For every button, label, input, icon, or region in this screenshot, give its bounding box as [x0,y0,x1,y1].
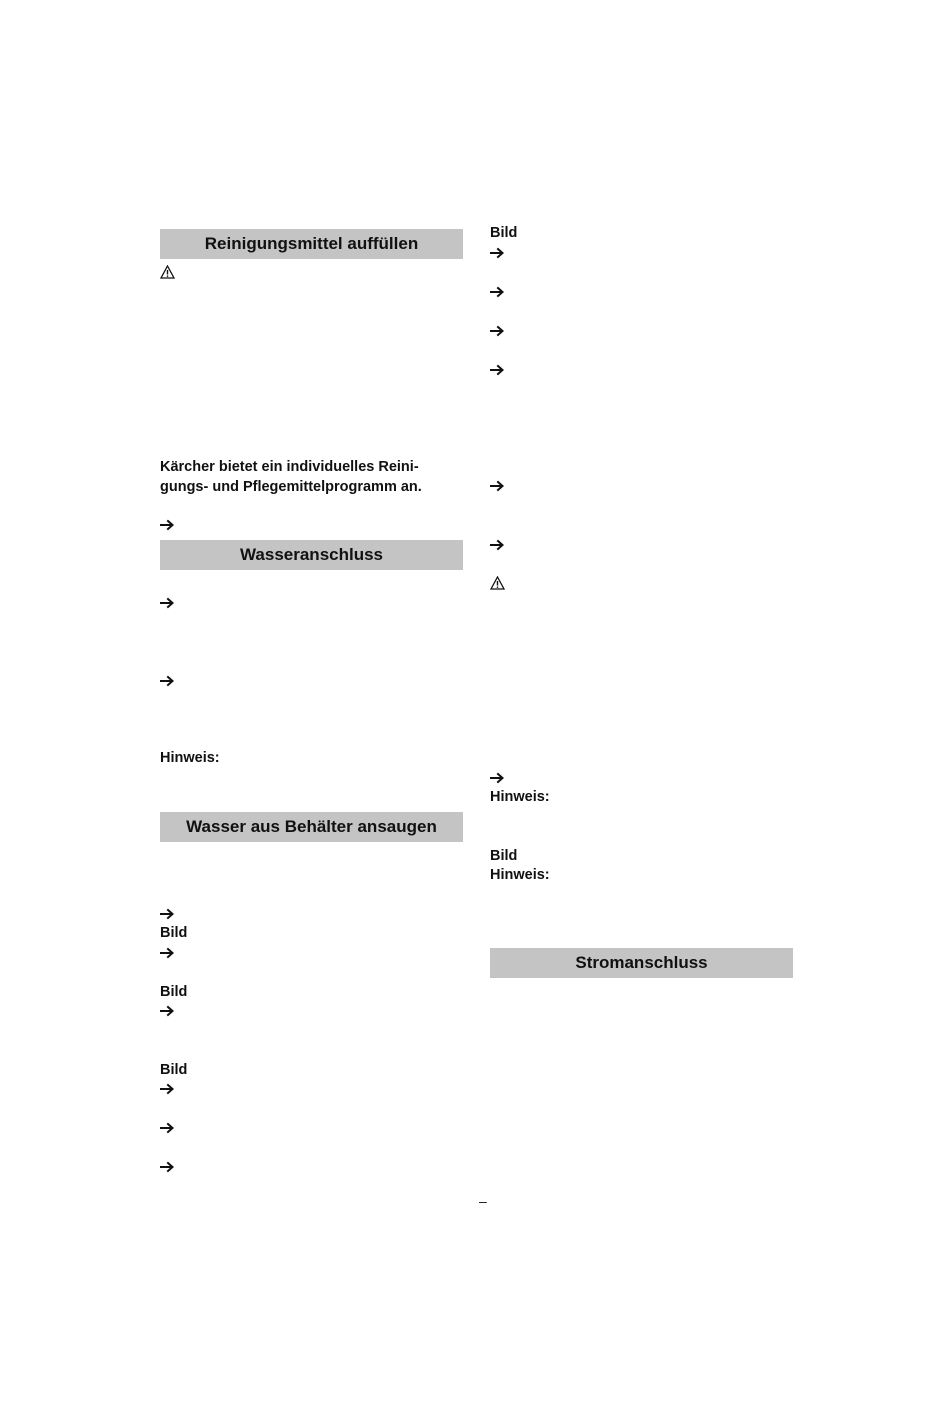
arrow-right-icon [490,285,505,299]
figure-label: Bild [160,925,188,941]
note-label: Hinweis: [490,789,550,805]
intro-line-1: Kärcher bietet ein individuelles Reini- [160,459,419,475]
arrow-right-icon [490,479,505,493]
arrow-right-icon [160,1082,175,1096]
warning-triangle-icon [490,576,505,590]
arrow-right-icon [490,538,505,552]
warning-triangle-icon [160,265,175,279]
section-heading-reinigungsmittel: Reinigungsmittel auffüllen [160,229,463,259]
figure-label: Bild [160,1062,188,1078]
arrow-right-icon [490,771,505,785]
arrow-right-icon [490,246,505,260]
page-number-mark: – [479,1193,487,1209]
section-heading-stromanschluss: Stromanschluss [490,948,793,978]
arrow-right-icon [160,946,175,960]
arrow-right-icon [160,518,175,532]
arrow-right-icon [490,324,505,338]
figure-label: Bild [160,984,188,1000]
arrow-right-icon [160,907,175,921]
section-heading-behaelter: Wasser aus Behälter ansaugen [160,812,463,842]
arrow-right-icon [160,674,175,688]
arrow-right-icon [160,596,175,610]
arrow-right-icon [490,363,505,377]
arrow-right-icon [160,1160,175,1174]
intro-line-2: gungs- und Pflegemittelprogramm an. [160,479,422,495]
section-heading-wasseranschluss: Wasseranschluss [160,540,463,570]
figure-label-top: Bild [490,225,518,241]
arrow-right-icon [160,1004,175,1018]
note-label: Hinweis: [160,750,220,766]
arrow-right-icon [160,1121,175,1135]
note-label: Hinweis: [490,867,550,883]
figure-label-bottom: Bild [490,848,518,864]
